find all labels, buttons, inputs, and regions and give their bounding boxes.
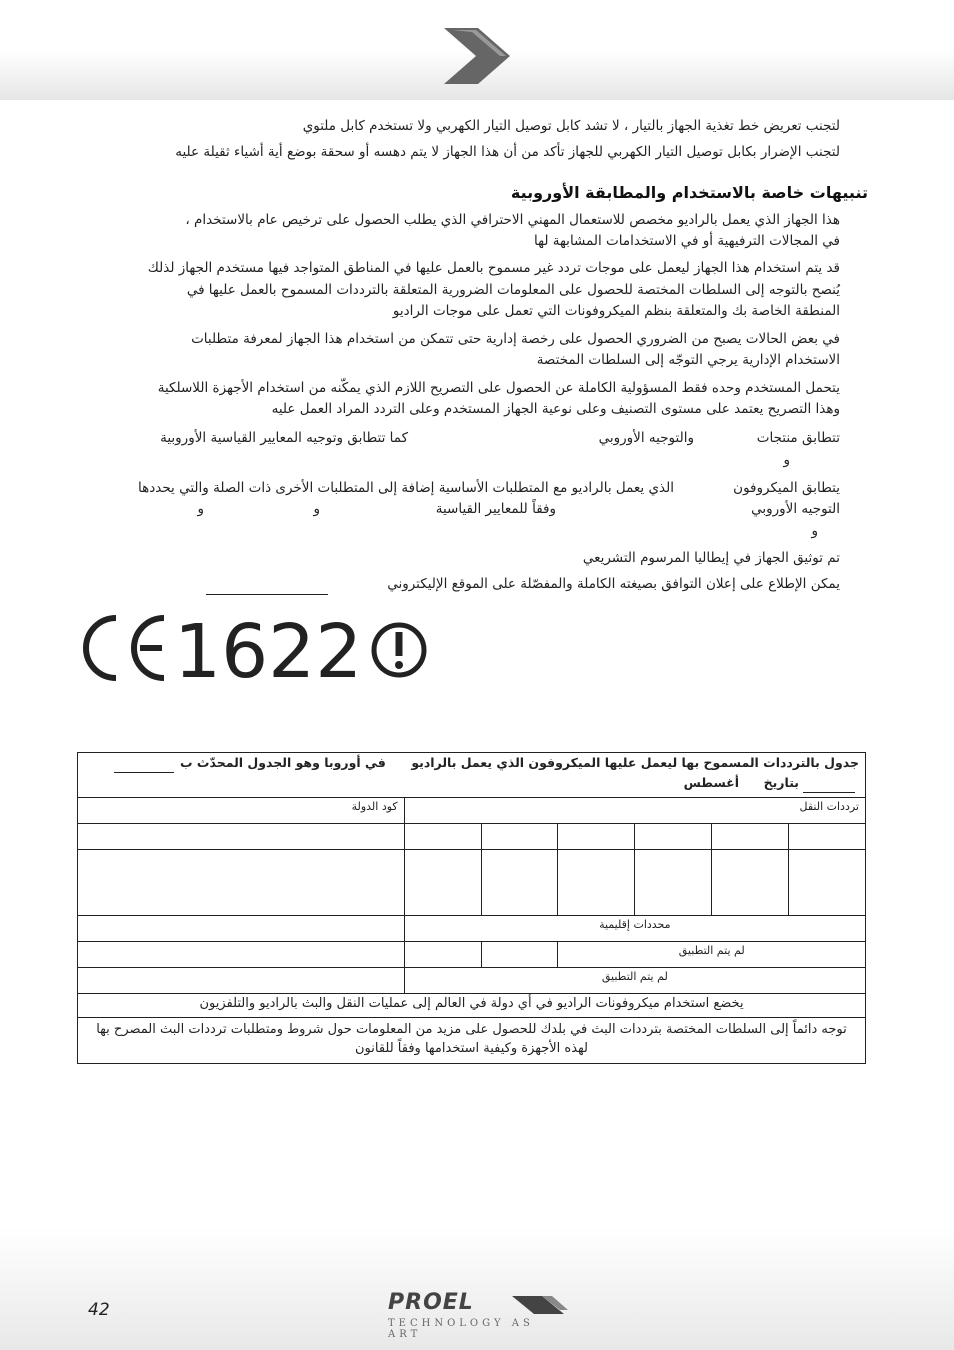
table-caption-right: جدول بالترددات المسموح بها ليعمل عليها الميكروفون الذي يعمل بالراديو xyxy=(411,755,859,770)
table-cell xyxy=(481,824,558,850)
table-cell xyxy=(78,916,405,942)
table-cell xyxy=(789,824,866,850)
page-number: 42 xyxy=(88,1300,110,1320)
brand-mark-icon xyxy=(512,1294,568,1316)
para-6-part-b: الذي يعمل بالراديو مع المتطلبات الأساسية إضافة إلى المتطلبات الأخرى ذات الصلة والتي يحددها xyxy=(137,480,674,496)
para-5-and: و xyxy=(783,452,790,468)
table-cell xyxy=(481,850,558,916)
section-heading: تنبيهات خاصة بالاستخدام والمطابقة الأوروبية xyxy=(510,183,868,202)
table-caption-left: في أوروبا وهو الجدول المحدّث ب xyxy=(180,755,386,770)
para-1-line-1: هذا الجهاز الذي يعمل بالراديو مخصص للاستعمال المهني الاحترافي الذي يطلب الحصول على ترخيص عام بالاستخدام ، xyxy=(185,212,840,228)
para-4-line-2: وهذا التصريح يعتمد على مستوى التصنيف وعلى نوعية الجهاز المستخدم وعلى التردد المراد العمل عليه xyxy=(271,401,840,417)
para-6-and-3: و xyxy=(811,523,818,539)
table-cell xyxy=(404,850,481,916)
table-cell xyxy=(635,824,712,850)
para-8: يمكن الإطلاع على إعلان التوافق بصيغته الكاملة والمفصّلة على الموقع الإليكتروني xyxy=(387,576,840,592)
warning-line-1: لتجنب تعريض خط تغذية الجهاز بالتيار ، لا تشد كابل توصيل التيار الكهربي ولا تستخدم كابل ملتوي xyxy=(302,118,840,134)
ce-mark-logo xyxy=(82,608,442,688)
table-note-1: يخضع استخدام ميكروفونات الراديو في أي دولة في العالم إلى عمليات النقل والبث بالراديو والتلفزيون xyxy=(78,994,866,1018)
para-1-line-2: في المجالات الترفيهية أو في الاستخدامات المشابهة لها xyxy=(533,233,840,249)
table-caption-date: بتاريخ xyxy=(763,775,799,790)
table-caption-month: أغسطس xyxy=(683,775,739,790)
table-cell xyxy=(558,824,635,850)
table-caption xyxy=(78,753,866,798)
table-cell xyxy=(712,824,789,850)
table-cell xyxy=(712,850,789,916)
para-5-part-c: كما تتطابق وتوجيه المعايير القياسية الأوروبية xyxy=(160,430,408,446)
url-blank-line xyxy=(206,594,328,595)
table-note-2: توجه دائماً إلى السلطات المختصة بترددات البث في بلدك للحصول على مزيد من المعلومات حول شروط ومتطلبات ترددات البث المصرح بها لهذه الأجهزة وكيفية استخدامها وفقاً للقانون xyxy=(78,1018,866,1064)
para-2-line-2: يُنصح بالتوجه إلى السلطات المختصة للحصول على المعلومات الضرورية المتعلقة بالترددات المسموح بالعمل عليها في xyxy=(186,282,840,298)
para-6-and-2: و xyxy=(197,501,204,517)
frequency-table xyxy=(77,752,866,1064)
ce-mark-number: 1622 xyxy=(174,609,363,688)
freq-label-cell: ترددات النقل xyxy=(404,798,865,824)
para-3-line-1: في بعض الحالات يصبح من الضروري الحصول على رخصة إدارية حتى تتمكن من استخدام هذا الجهاز لمعرفة متطلبات xyxy=(191,331,840,347)
table-cell xyxy=(78,968,405,994)
brand-tagline: TECHNOLOGY AS ART xyxy=(388,1318,534,1340)
para-3-line-2: الاستخدام الإدارية يرجي التوجّه إلى السلطات المختصة xyxy=(536,352,840,368)
update-blank-line xyxy=(114,772,174,773)
not-applied-cell-2: لم يتم التطبيق xyxy=(404,968,865,994)
proel-logo xyxy=(384,1290,570,1340)
date-blank-line xyxy=(803,792,855,793)
para-6-part-c: التوجيه الأوروبي xyxy=(751,501,840,517)
para-2-line-1: قد يتم استخدام هذا الجهاز ليعمل على موجات تردد غير مسموح بالعمل عليها في المناطق المتواجد فيها مستخدم الجهاز لذلك xyxy=(147,260,840,276)
table-cell xyxy=(78,850,405,916)
table-cell xyxy=(481,942,558,968)
para-5-part-b: والتوجيه الأوروبي xyxy=(598,430,694,446)
table-cell xyxy=(78,942,405,968)
table-cell xyxy=(789,850,866,916)
not-applied-cell-1: لم يتم التطبيق xyxy=(558,942,866,968)
para-6-part-a: يتطابق الميكروفون xyxy=(733,480,840,496)
table-cell xyxy=(78,824,405,850)
table-cell xyxy=(635,850,712,916)
regional-limits-cell: محددات إقليمية xyxy=(404,916,865,942)
chevron-arrow-icon xyxy=(444,28,514,84)
para-2-line-3: المنطقة الخاصة بك والمتعلقة بنظم الميكروفونات التي تعمل على موجات الراديو xyxy=(392,303,840,319)
table-cell xyxy=(558,850,635,916)
para-6-part-d: وفقاً للمعايير القياسية xyxy=(435,501,556,517)
para-7: تم توثيق الجهاز في إيطاليا المرسوم التشريعي xyxy=(582,550,840,566)
table-cell xyxy=(404,942,481,968)
country-label-cell: كود الدولة xyxy=(78,798,405,824)
brand-name: PROEL xyxy=(388,1290,474,1315)
warning-line-2: لتجنب الإضرار بكابل توصيل التيار الكهربي للجهاز تأكد من أن هذا الجهاز لا يتم دهسه أو سحقة بوضع أية أشياء ثقيلة عليه xyxy=(175,144,840,160)
para-6-and-1: و xyxy=(313,501,320,517)
table-cell xyxy=(404,824,481,850)
para-5-part-a: تتطابق منتجات xyxy=(756,430,840,446)
para-4-line-1: يتحمل المستخدم وحده فقط المسؤولية الكاملة عن الحصول على التصريح اللازم الذي يمكّنه من استخدام الأجهزة اللاسلكية xyxy=(157,380,840,396)
